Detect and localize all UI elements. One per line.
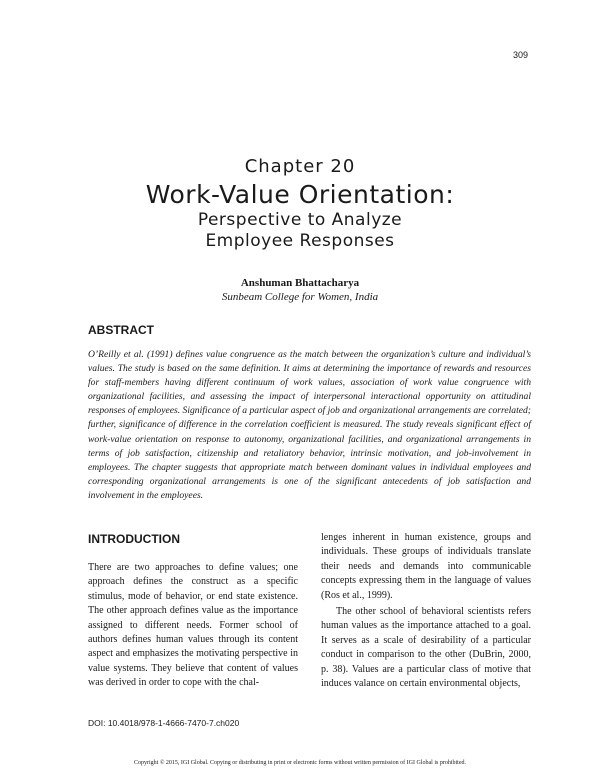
- abstract-text: O’Reilly et al. (1991) defines value congruence as the match between the organization’s culture and individual’s values. The study is based on the same definition. It aims at determining the importance of rewards and resources for staff-members having different continuum of work values, association of work value congruence with organizational facilities, and assessing the impact of interpersonal interactional opportunity on attitudinal responses of employees. Significance of a particular aspect of job and organizational arrangements are correlated; further, significance of difference in the correlation coefficient is measured. The study reveals significant effect of work-value orientation on response to autonomy, organizational facilities, and organizational arrangements in terms of job satisfaction, citizenship and retaliatory behavior, intrinsic motivation, and job-involvement in employees. The chapter suggests that appropriate match between dominant values in individual employees and corresponding organizational arrangements is one of the significant antecedents of job satisfaction and involvement in the employees.: [88, 349, 531, 501]
- chapter-subtitle-line-1: Perspective to Analyze: [197, 210, 403, 230]
- author-name: Anshuman Bhattacharya: [240, 277, 360, 289]
- author-affiliation: Sunbeam College for Women, India: [221, 291, 379, 303]
- abstract-heading: ABSTRACT: [88, 323, 154, 337]
- introduction-paragraph-1-continued: lenges inherent in human existence, groups and individuals. These groups of individuals translate their needs and demands into communicable concepts expressing them in the language of values (Ros et al., 1999).: [321, 532, 531, 601]
- introduction-left-column: [88, 561, 298, 691]
- chapter-title: Work-Value Orientation:: [145, 180, 455, 209]
- copyright-notice: Copyright © 2015, IGI Global. Copying or distributing in print or electronic forms without written permission of IGI Global is prohibited.: [133, 760, 466, 766]
- page-number: 309: [512, 50, 528, 60]
- introduction-paragraph-2: The other school of behavioral scientists refers human values as the importance attached to a goal. It serves as a scale of desirability of a particular conduct in comparison to the other (DuBrin, 2000, p. 38). Values are a particular class of motive that induces valance on certain environmental objects,: [321, 606, 531, 690]
- doi-reference: DOI: 10.4018/978-1-4666-7470-7.ch020: [88, 718, 240, 728]
- introduction-heading: INTRODUCTION: [88, 532, 180, 546]
- introduction-paragraph-1: There are two approaches to define values; one approach defines the construct as a specific stimulus, mode of behavior, or end state existence. The other approach defines value as the importance assigned to different needs. Former school of authors defines human values through its content aspect and emphasizes the motivating perspective in value systems. They believe that content of values was derived in order to cope with the chal-: [88, 562, 298, 689]
- chapter-subtitle-line-2: Employee Responses: [205, 231, 395, 251]
- introduction-right-column: [321, 531, 531, 691]
- chapter-label: Chapter 20: [244, 156, 356, 177]
